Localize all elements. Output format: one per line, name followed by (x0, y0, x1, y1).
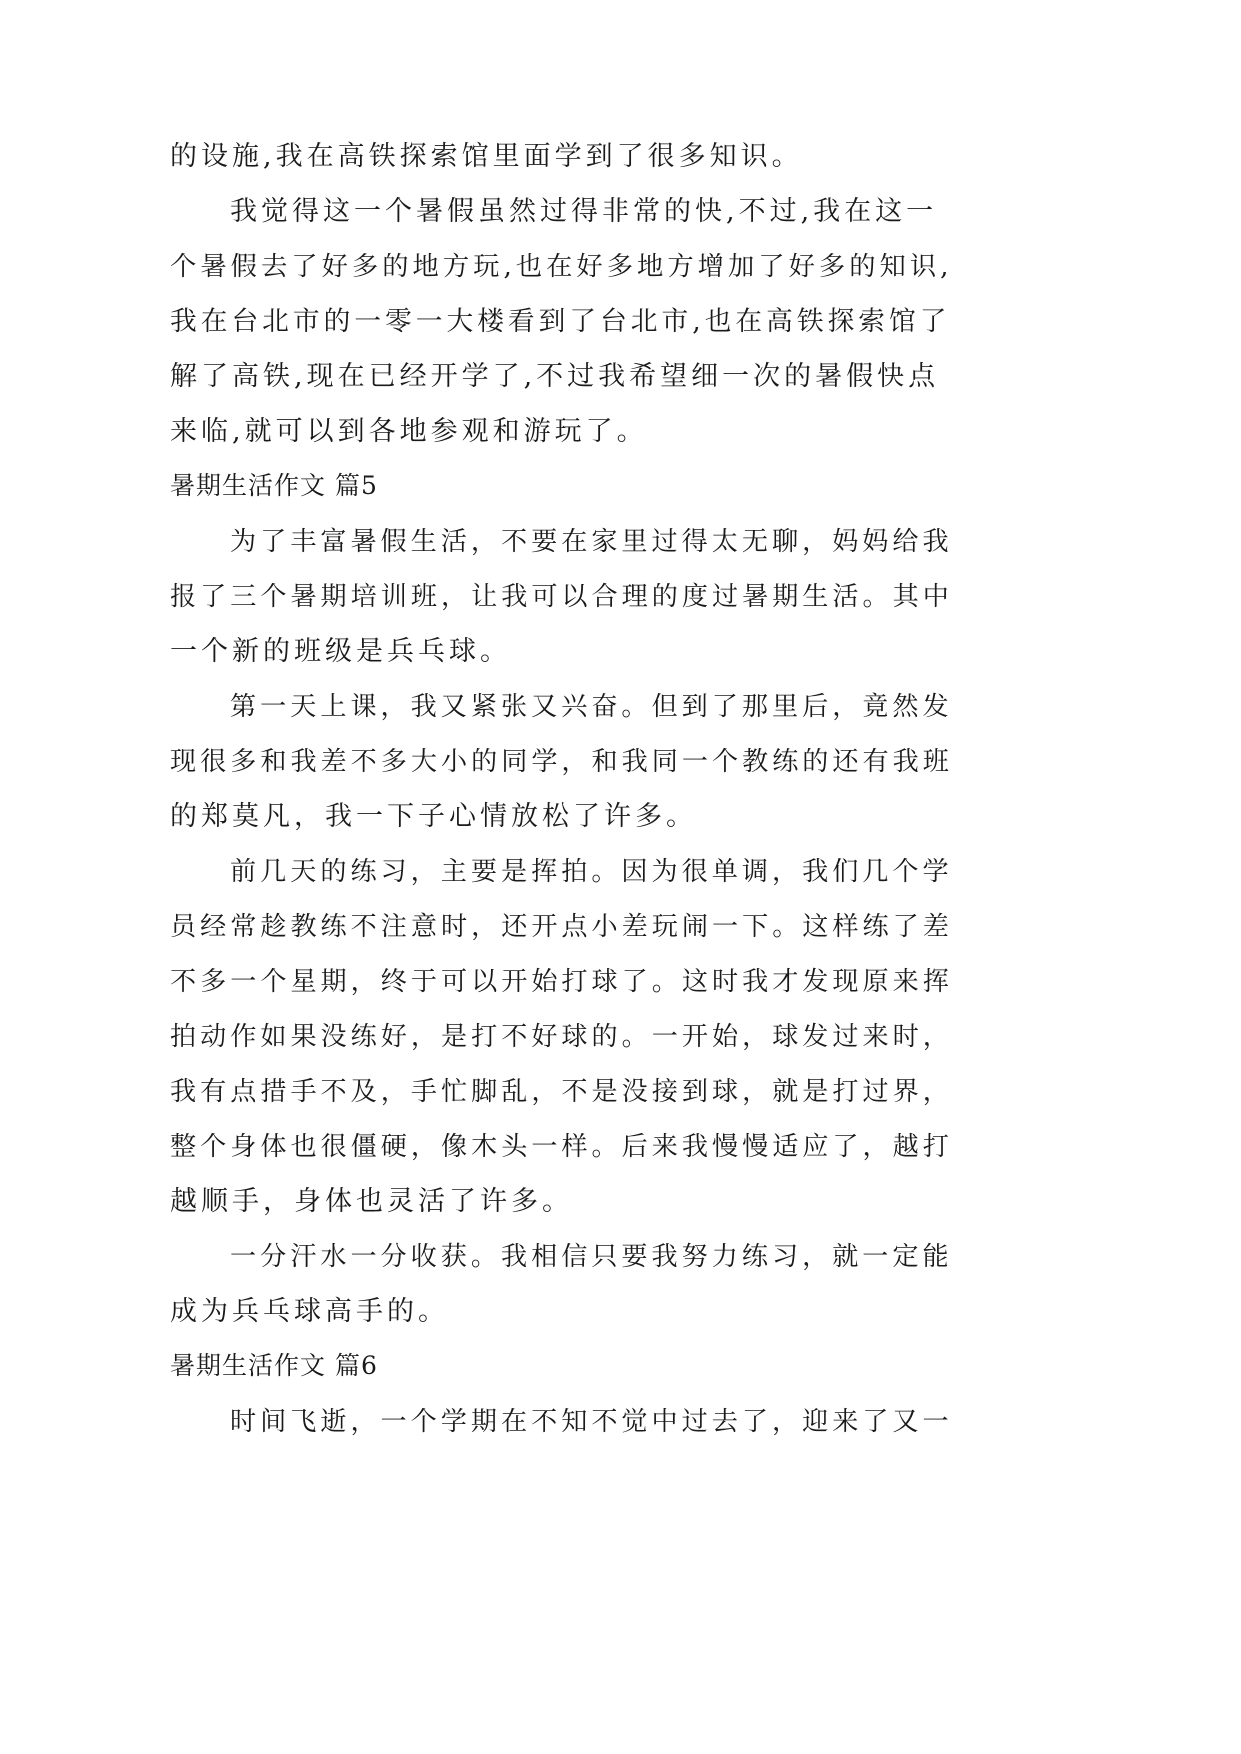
paragraph-first-line: 前几天的练习，主要是挥拍。因为很单调，我们几个学 (230, 857, 953, 887)
text-line: 整个身体也很僵硬，像木头一样。后来我慢慢适应了，越打 (170, 1132, 953, 1162)
text-line: 一个新的班级是兵乓球。 (170, 636, 511, 667)
paragraph-first-line: 第一天上课，我又紧张又兴奋。但到了那里后，竟然发 (230, 692, 953, 722)
paragraph-first-line: 一分汗水一分收获。我相信只要我努力练习，就一定能 (230, 1242, 953, 1272)
text-line: 不多一个星期，终于可以开始打球了。这时我才发现原来挥 (170, 967, 953, 997)
text-line: 越顺手，身体也灵活了许多。 (170, 1186, 573, 1217)
paragraph-first-line: 我觉得这一个暑假虽然过得非常的快,不过,我在这一 (230, 196, 938, 227)
text-line: 的郑莫凡，我一下子心情放松了许多。 (170, 801, 697, 832)
section-heading: 暑期生活作文 篇5 (170, 471, 378, 500)
text-line: 我在台北市的一零一大楼看到了台北市,也在高铁探索馆了 (170, 306, 951, 337)
text-line: 成为兵乓球高手的。 (170, 1296, 449, 1327)
text-line: 解了高铁,现在已经开学了,不过我希望细一次的暑假快点 (170, 361, 940, 392)
paragraph-first-line: 时间飞逝，一个学期在不知不觉中过去了，迎来了又一 (230, 1407, 953, 1437)
text-line: 员经常趁教练不注意时，还开点小差玩闹一下。这样练了差 (170, 912, 953, 942)
text-line: 的设施,我在高铁探索馆里面学到了很多知识。 (170, 141, 803, 172)
paragraph-first-line: 为了丰富暑假生活，不要在家里过得太无聊，妈妈给我 (230, 527, 953, 557)
text-line: 现很多和我差不多大小的同学，和我同一个教练的还有我班 (170, 747, 953, 777)
text-line: 我有点措手不及，手忙脚乱，不是没接到球，就是打过界， (170, 1077, 953, 1107)
text-line: 个暑假去了好多的地方玩,也在好多地方增加了好多的知识, (170, 252, 953, 282)
text-line: 报了三个暑期培训班，让我可以合理的度过暑期生活。其中 (170, 582, 953, 612)
text-line: 来临,就可以到各地参观和游玩了。 (170, 416, 648, 447)
text-line: 拍动作如果没练好，是打不好球的。一开始，球发过来时， (170, 1022, 953, 1052)
section-heading: 暑期生活作文 篇6 (170, 1351, 378, 1380)
